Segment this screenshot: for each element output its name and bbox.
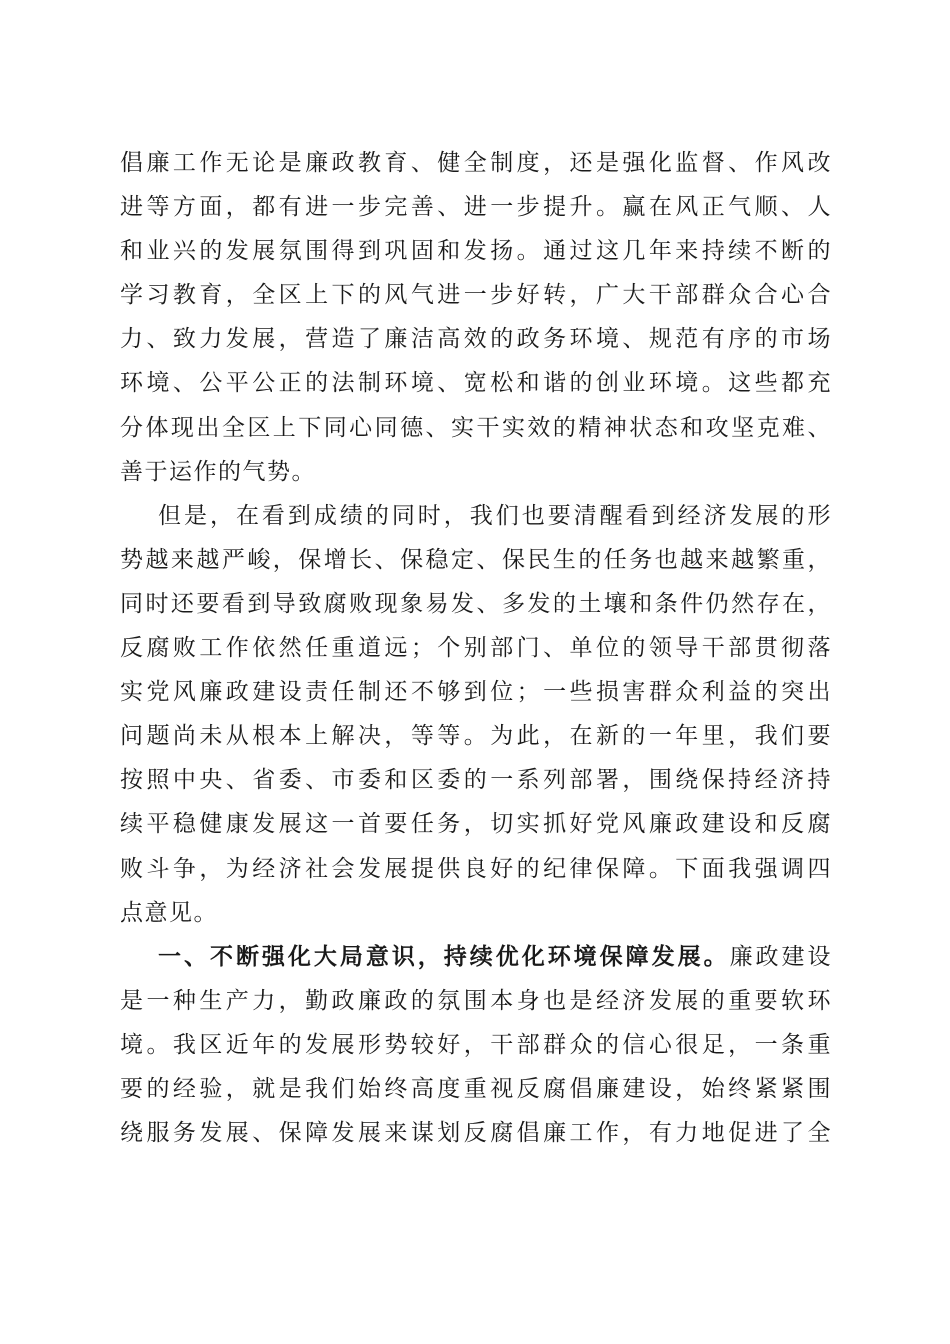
heading-line [120, 935, 832, 979]
text-line: 问题尚未从根本上解决，等等。为此，在新的一年里，我们要 [120, 723, 832, 750]
text-line: 同时还要看到导致腐败现象易发、多发的土壤和条件仍然存在， [120, 590, 832, 617]
text-line: 但是，在看到成绩的同时，我们也要清醒看到经济发展的形 [158, 502, 832, 529]
heading-line-rest: 廉政建设 [729, 943, 833, 970]
text-line: 按照中央、省委、市委和区委的一系列部署，围绕保持经济持 [120, 767, 832, 794]
text-line: 续平稳健康发展这一首要任务，切实抓好党风廉政建设和反腐 [120, 811, 832, 838]
text-line: 势越来越严峻，保增长、保稳定、保民生的任务也越来越繁重， [120, 546, 832, 573]
text-line: 善于运作的气势。 [120, 458, 316, 485]
text-line: 点意见。 [120, 899, 218, 926]
text-line: 绕服务发展、保障发展来谋划反腐倡廉工作，有力地促进了全 [120, 1120, 832, 1147]
text-line: 倡廉工作无论是廉政教育、健全制度，还是强化监督、作风改 [120, 150, 832, 176]
paragraph-2 [120, 494, 832, 935]
text-line: 要的经验，就是我们始终高度重视反腐倡廉建设，始终紧紧围 [120, 1075, 832, 1102]
text-line: 学习教育，全区上下的风气进一步好转，广大干部群众合心合 [120, 282, 832, 309]
text-line: 败斗争，为经济社会发展提供良好的纪律保障。下面我强调四 [120, 855, 832, 882]
text-line: 力、致力发展，营造了廉洁高效的政务环境、规范有序的市场 [120, 326, 832, 353]
text-line: 进等方面，都有进一步完善、进一步提升。赢在风正气顺、人 [120, 194, 832, 221]
text-line: 和业兴的发展氛围得到巩固和发扬。通过这几年来持续不断的 [120, 238, 832, 265]
section-heading: 一、不断强化大局意识，持续优化环境保障发展。 [158, 942, 730, 970]
text-line: 分体现出全区上下同心同德、实干实效的精神状态和攻坚克难、 [120, 414, 832, 441]
text-line: 境。我区近年的发展形势较好，干部群众的信心很足，一条重 [120, 1031, 832, 1058]
text-line: 实党风廉政建设责任制还不够到位；一些损害群众利益的突出 [120, 679, 832, 706]
document-body [120, 141, 832, 1155]
text-line: 是一种生产力，勤政廉政的氛围本身也是经济发展的重要软环 [120, 987, 832, 1014]
text-line: 反腐败工作依然任重道远；个别部门、单位的领导干部贯彻落 [120, 635, 832, 662]
text-line: 环境、公平公正的法制环境、宽松和谐的创业环境。这些都充 [120, 370, 832, 397]
paragraph-3 [120, 935, 832, 1155]
paragraph-1 [120, 141, 832, 494]
